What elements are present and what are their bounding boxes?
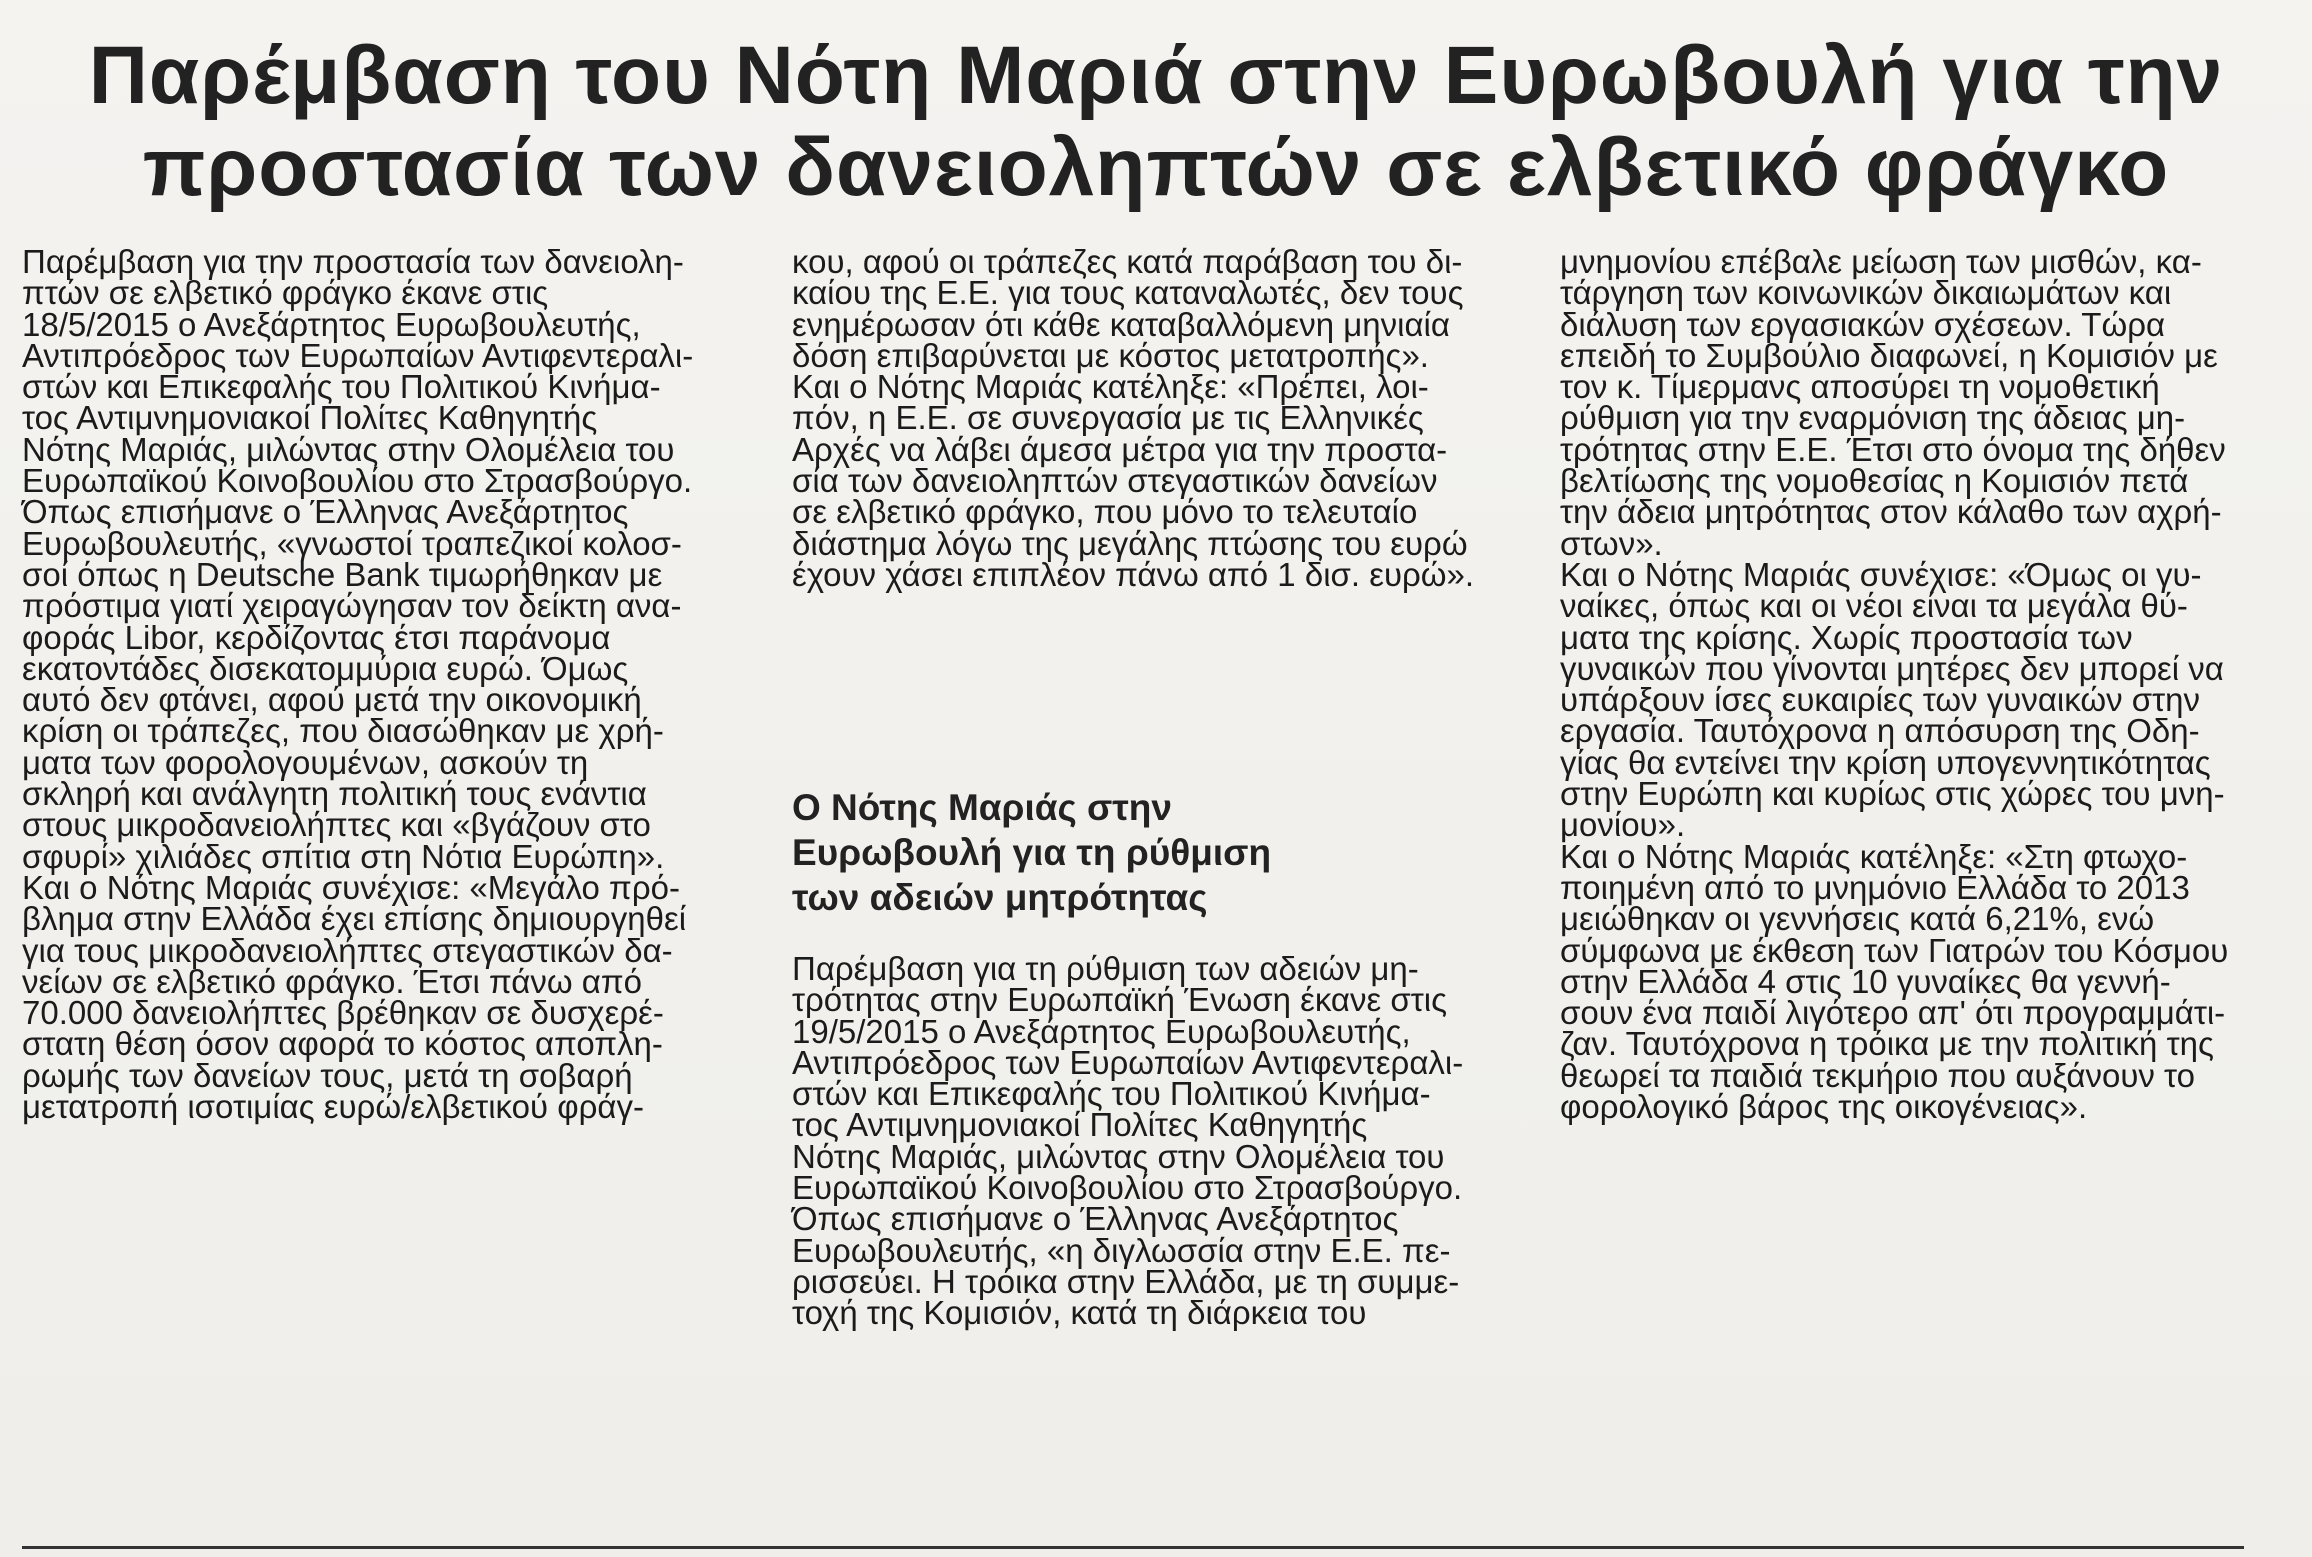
text-line: μετατροπή ισοτιμίας ευρώ/ελβετικού φράγ- (22, 1088, 644, 1126)
text-line: κου, αφού οι τράπεζες κατά παράβαση του δι- (792, 243, 1463, 280)
text-line: Νότης Μαριάς, μιλώντας στην Ολομέλεια του (792, 1137, 1445, 1175)
text-line: σία των δανειοληπτών στεγαστικών δανείων (792, 462, 1438, 500)
text-line: Ευρωβουλευτής, «γνωστοί τραπεζικοί κολοσ- (22, 524, 682, 562)
text-line: στών και Επικεφαλής του Πολιτικού Κινήμα- (792, 1075, 1431, 1113)
headline-line-1: Παρέμβαση του Νότη Μαριά στην Ευρωβουλή για την (88, 30, 2224, 121)
text-line: κρίση οι τράπεζες, που διασώθηκαν με χρή- (22, 712, 664, 750)
text-line: για τους μικροδανειολήπτες στεγαστικών δα- (22, 931, 673, 969)
article-column-1 (22, 243, 760, 1126)
subheading-line-2: Ευρωβουλή για τη ρύθμιση (792, 832, 1272, 873)
text-line: τάργηση των κοινωνικών δικαιωμάτων και (1560, 274, 2172, 312)
text-line: Παρέμβαση για την προστασία των δανειολη- (22, 243, 684, 280)
text-line: σύμφωνα με έκθεση των Γιατρών του Κόσμου (1560, 931, 2229, 969)
text-line: Και ο Νότης Μαριάς κατέληξε: «Στη φτωχο- (1560, 837, 2188, 875)
text-line: γυναικών που γίνονται μητέρες δεν μπορεί να (1560, 649, 2224, 687)
text-line: σουν ένα παιδί λιγότερο απ' ότι προγραμμάτι- (1560, 994, 2226, 1032)
text-line: διάστημα λόγω της μεγάλης πτώσης του ευρώ (792, 524, 1468, 562)
text-line: 70.000 δανειολήπτες βρέθηκαν σε δυσχερέ- (22, 994, 664, 1032)
text-line: διάλυση των εργασιακών σχέσεων. Τώρα (1560, 305, 2166, 343)
text-line: τος Αντιμνημονιακοί Πολίτες Καθηγητής (792, 1106, 1368, 1144)
text-line: ρισσεύει. Η τρόικα στην Ελλάδα, με τη συμμε- (792, 1262, 1460, 1300)
text-line: Παρέμβαση για τη ρύθμιση των αδειών μη- (792, 950, 1419, 987)
text-line: θεωρεί τα παιδιά τεκμήριο που αυξάνουν το (1560, 1056, 2195, 1094)
bottom-rule (22, 1546, 2244, 1549)
text-line: Ευρωπαϊκού Κοινοβουλίου στο Στρασβούργο. (792, 1169, 1463, 1207)
text-line: τος Αντιμνημονιακοί Πολίτες Καθηγητής (22, 399, 598, 437)
text-line: αυτό δεν φτάνει, αφού μετά την οικονομική (22, 681, 642, 719)
text-line: ματα των φορολογουμένων, ασκούν τη (22, 743, 589, 781)
text-line: σφυρί» χιλιάδες σπίτια στη Νότια Ευρώπη». (22, 837, 665, 875)
text-line: τρότητας στην Ευρωπαϊκή Ένωση έκανε στις (792, 981, 1448, 1019)
text-line: τοχή της Κομισιόν, κατά τη διάρκεια του (792, 1294, 1367, 1332)
text-line: ναίκες, όπως και οι νέοι είναι τα μεγάλα θύ- (1560, 587, 2188, 625)
text-line: στους μικροδανειολήπτες και «βγάζουν στο (22, 806, 651, 844)
text-line: υπάρξουν ίσες ευκαιρίες των γυναικών στην (1560, 681, 2201, 719)
text-line: ματα της κρίσης. Χωρίς προστασία των (1560, 618, 2133, 656)
text-line: βελτίωσης της νομοθεσίας η Κομισιόν πετά (1560, 462, 2189, 500)
text-line: Και ο Νότης Μαριάς συνέχισε: «Όμως οι γυ- (1560, 555, 2202, 593)
article-column-2-bottom (792, 950, 1516, 1332)
text-line: πρόστιμα γιατί χειραγώγησαν τον δείκτη ανα- (22, 587, 682, 625)
text-line: στην Ευρώπη και κυρίως στις χώρες του μνη- (1560, 775, 2225, 813)
text-line: νείων σε ελβετικό φράγκο. Έτσι πάνω από (22, 962, 642, 1000)
article-column-2-top (792, 243, 1516, 593)
text-line: τον κ. Τίμερμανς αποσύρει τη νομοθετική (1560, 368, 2160, 406)
text-line: σε ελβετικό φράγκο, που μόνο το τελευταίο (792, 493, 1418, 531)
text-line: καίου της Ε.Ε. για τους καταναλωτές, δεν τους (792, 274, 1464, 312)
text-line: 19/5/2015 ο Ανεξάρτητος Ευρωβουλευτής, (792, 1012, 1411, 1050)
headline-line-2: προστασία των δανειοληπτών σε ελβετικό φράγκο (142, 122, 2170, 213)
text-line: πόν, η Ε.Ε. σε συνεργασία με τις Ελληνικές (792, 399, 1424, 437)
text-line: στην Ελλάδα 4 στις 10 γυναίκες θα γεννή- (1560, 962, 2171, 1000)
text-line: Αρχές να λάβει άμεσα μέτρα για την προστα- (792, 430, 1448, 468)
text-line: Αντιπρόεδρος των Ευρωπαίων Αντιφεντεραλι- (22, 336, 694, 374)
text-line: Όπως επισήμανε ο Έλληνας Ανεξάρτητος (792, 1200, 1399, 1238)
text-line: Και ο Νότης Μαριάς συνέχισε: «Μεγάλο πρό- (22, 868, 680, 906)
text-line: μειώθηκαν οι γεννήσεις κατά 6,21%, ενώ (1560, 900, 2155, 938)
text-line: βλημα στην Ελλάδα έχει επίσης δημιουργηθεί (22, 900, 687, 938)
text-line: φοράς Libor, κερδίζοντας έτσι παράνομα (22, 618, 611, 656)
text-line: επειδή το Συμβούλιο διαφωνεί, η Κομισιόν με (1560, 336, 2218, 374)
text-line: Νότης Μαριάς, μιλώντας στην Ολομέλεια του (22, 430, 675, 468)
text-line: Όπως επισήμανε ο Έλληνας Ανεξάρτητος (22, 493, 629, 531)
text-line: φορολογικό βάρος της οικογένειας». (1560, 1088, 2088, 1126)
text-line: 18/5/2015 ο Ανεξάρτητος Ευρωβουλευτής, (22, 305, 641, 343)
text-line: πτών σε ελβετικό φράγκο έκανε στις (22, 274, 549, 312)
text-line: έχουν χάσει επιπλέον πάνω από 1 δισ. ευρώ». (792, 555, 1475, 593)
text-line: μονίου». (1560, 806, 1686, 844)
text-line: την άδεια μητρότητας στον κάλαθο των αχρή- (1560, 493, 2222, 531)
section-subheading (792, 785, 1271, 920)
text-line: ζαν. Ταυτόχρονα η τρόικα με την πολιτική της (1560, 1025, 2214, 1063)
text-line: εργασία. Ταυτόχρονα η απόσυρση της Οδη- (1560, 712, 2200, 750)
text-line: στατη θέση όσον αφορά το κόστος αποπλη- (22, 1025, 663, 1063)
text-line: στων». (1560, 524, 1663, 562)
subheading-line-1: Ο Νότης Μαριάς στην (792, 787, 1172, 828)
subheading-line-3: των αδειών μητρότητας (792, 877, 1208, 918)
text-line: εκατοντάδες δισεκατομμύρια ευρώ. Όμως (22, 649, 629, 687)
text-line: ρύθμιση για την εναρμόνιση της άδειας μη- (1560, 399, 2186, 437)
text-line: ρωμής των δανείων τους, μετά τη σοβαρή (22, 1056, 633, 1094)
article-headline (0, 30, 2312, 214)
text-line: ποιημένη από το μνημόνιο Ελλάδα το 2013 (1560, 868, 2190, 906)
text-line: σοί όπως η Deutsche Bank τιμωρήθηκαν με (22, 555, 663, 593)
text-line: στών και Επικεφαλής του Πολιτικού Κινήμα- (22, 368, 661, 406)
text-line: μνημονίου επέβαλε μείωση των μισθών, κα- (1560, 243, 2202, 280)
text-line: σκληρή και ανάλγητη πολιτική τους ενάντια (22, 775, 647, 813)
text-line: Ευρωπαϊκού Κοινοβουλίου στο Στρασβούργο. (22, 462, 693, 500)
text-line: δόση επιβαρύνεται με κόστος μετατροπής». (792, 336, 1429, 374)
text-line: Ευρωβουλευτής, «η διγλωσσία στην Ε.Ε. πε- (792, 1231, 1451, 1269)
text-line: γίας θα εντείνει την κρίση υπογεννητικότητας (1560, 743, 2211, 781)
article-column-3 (1560, 243, 2300, 1126)
text-line: τρότητας στην Ε.Ε. Έτσι στο όνομα της δήθεν (1560, 430, 2226, 468)
text-line: ενημέρωσαν ότι κάθε καταβαλλόμενη μηνιαία (792, 305, 1450, 343)
text-line: Αντιπρόεδρος των Ευρωπαίων Αντιφεντεραλι- (792, 1043, 1464, 1081)
text-line: Και ο Νότης Μαριάς κατέληξε: «Πρέπει, λοι- (792, 368, 1429, 406)
